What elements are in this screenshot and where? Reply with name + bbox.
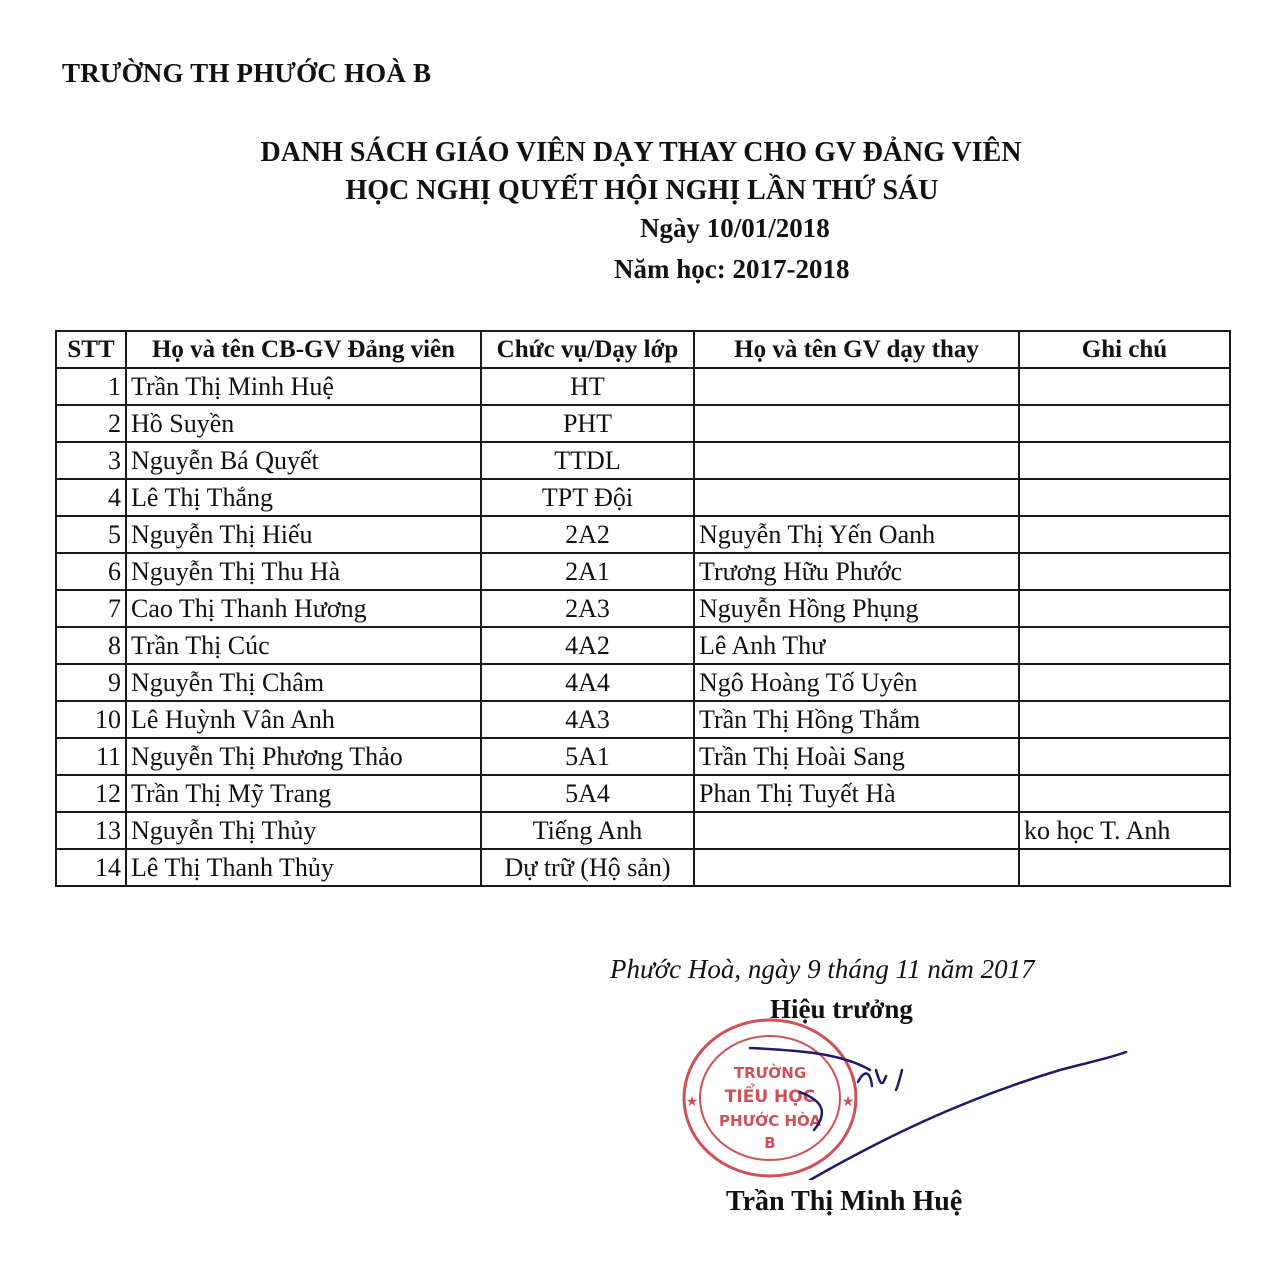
cell-role-class: 4A3 bbox=[481, 701, 694, 738]
cell-note bbox=[1019, 405, 1230, 442]
cell-note bbox=[1019, 849, 1230, 886]
cell-note: ko học T. Anh bbox=[1019, 812, 1230, 849]
cell-stt: 14 bbox=[56, 849, 126, 886]
teacher-table bbox=[55, 330, 1231, 887]
cell-role-class: TTDL bbox=[481, 442, 694, 479]
document-title bbox=[0, 134, 1280, 210]
cell-note bbox=[1019, 442, 1230, 479]
cell-stt: 11 bbox=[56, 738, 126, 775]
cell-substitute-teacher bbox=[694, 442, 1019, 479]
table-row bbox=[56, 442, 1230, 479]
cell-substitute-teacher: Ngô Hoàng Tố Uyên bbox=[694, 664, 1019, 701]
table-row bbox=[56, 516, 1230, 553]
cell-member-name: Cao Thị Thanh Hương bbox=[126, 590, 481, 627]
school-year: Năm học: 2017-2018 bbox=[614, 254, 850, 284]
svg-text:TRƯỜNG: TRƯỜNG bbox=[733, 1064, 807, 1082]
cell-substitute-teacher: Nguyễn Thị Yến Oanh bbox=[694, 516, 1019, 553]
svg-text:★: ★ bbox=[685, 1094, 699, 1110]
svg-text:★: ★ bbox=[841, 1094, 855, 1110]
cell-member-name: Hồ Suyền bbox=[126, 405, 481, 442]
cell-substitute-teacher bbox=[694, 479, 1019, 516]
cell-note bbox=[1019, 775, 1230, 812]
cell-note bbox=[1019, 738, 1230, 775]
table-row bbox=[56, 812, 1230, 849]
cell-member-name: Trần Thị Mỹ Trang bbox=[126, 775, 481, 812]
cell-member-name: Lê Thị Thắng bbox=[126, 479, 481, 516]
table-row bbox=[56, 368, 1230, 405]
cell-role-class: 4A4 bbox=[481, 664, 694, 701]
column-header-name: Họ và tên CB-GV Đảng viên bbox=[126, 331, 481, 368]
cell-role-class: 5A4 bbox=[481, 775, 694, 812]
cell-note bbox=[1019, 701, 1230, 738]
column-header-note: Ghi chú bbox=[1019, 331, 1230, 368]
column-header-stt: STT bbox=[56, 331, 126, 368]
table-row bbox=[56, 479, 1230, 516]
svg-text:TIỂU HỌC: TIỂU HỌC bbox=[724, 1087, 816, 1107]
cell-role-class: 2A1 bbox=[481, 553, 694, 590]
cell-member-name: Lê Huỳnh Vân Anh bbox=[126, 701, 481, 738]
title-line-2: HỌC NGHỊ QUYẾT HỘI NGHỊ LẦN THỨ SÁU bbox=[345, 175, 939, 206]
table-row bbox=[56, 553, 1230, 590]
cell-note bbox=[1019, 553, 1230, 590]
cell-member-name: Nguyễn Bá Quyết bbox=[126, 442, 481, 479]
table-row bbox=[56, 627, 1230, 664]
cell-stt: 2 bbox=[56, 405, 126, 442]
cell-substitute-teacher bbox=[694, 405, 1019, 442]
cell-stt: 12 bbox=[56, 775, 126, 812]
cell-substitute-teacher: Nguyễn Hồng Phụng bbox=[694, 590, 1019, 627]
cell-note bbox=[1019, 516, 1230, 553]
cell-stt: 4 bbox=[56, 479, 126, 516]
title-line-1: DANH SÁCH GIÁO VIÊN DẠY THAY CHO GV ĐẢNG VIÊN bbox=[260, 137, 1022, 168]
cell-note bbox=[1019, 627, 1230, 664]
cell-role-class: 4A2 bbox=[481, 627, 694, 664]
cell-note bbox=[1019, 590, 1230, 627]
cell-role-class: PHT bbox=[481, 405, 694, 442]
cell-stt: 6 bbox=[56, 553, 126, 590]
cell-role-class: 2A2 bbox=[481, 516, 694, 553]
cell-stt: 8 bbox=[56, 627, 126, 664]
signer-name: Trần Thị Minh Huệ bbox=[726, 1186, 963, 1217]
cell-stt: 7 bbox=[56, 590, 126, 627]
signature-icon bbox=[730, 1030, 1130, 1180]
cell-member-name: Nguyễn Thị Hiếu bbox=[126, 516, 481, 553]
table-row bbox=[56, 849, 1230, 886]
cell-member-name: Nguyễn Thị Châm bbox=[126, 664, 481, 701]
table-body bbox=[56, 368, 1230, 886]
column-header-substitute: Họ và tên GV dạy thay bbox=[694, 331, 1019, 368]
cell-role-class: Dự trữ (Hộ sản) bbox=[481, 849, 694, 886]
cell-stt: 1 bbox=[56, 368, 126, 405]
table-row bbox=[56, 701, 1230, 738]
cell-substitute-teacher: Lê Anh Thư bbox=[694, 627, 1019, 664]
column-header-role: Chức vụ/Dạy lớp bbox=[481, 331, 694, 368]
place-date: Phước Hoà, ngày 9 tháng 11 năm 2017 bbox=[610, 954, 1035, 984]
cell-role-class: HT bbox=[481, 368, 694, 405]
signature bbox=[730, 1030, 1130, 1180]
cell-note bbox=[1019, 479, 1230, 516]
cell-substitute-teacher bbox=[694, 368, 1019, 405]
table-row bbox=[56, 664, 1230, 701]
cell-stt: 10 bbox=[56, 701, 126, 738]
table-header-row bbox=[56, 331, 1230, 368]
cell-role-class: TPT Đội bbox=[481, 479, 694, 516]
cell-role-class: Tiếng Anh bbox=[481, 812, 694, 849]
cell-role-class: 2A3 bbox=[481, 590, 694, 627]
document-date: Ngày 10/01/2018 bbox=[640, 213, 830, 243]
signer-title: Hiệu trưởng bbox=[770, 994, 913, 1024]
school-name: TRƯỜNG TH PHƯỚC HOÀ B bbox=[62, 58, 432, 88]
table-row bbox=[56, 590, 1230, 627]
cell-stt: 5 bbox=[56, 516, 126, 553]
cell-stt: 13 bbox=[56, 812, 126, 849]
cell-member-name: Trần Thị Cúc bbox=[126, 627, 481, 664]
cell-substitute-teacher: Trần Thị Hồng Thắm bbox=[694, 701, 1019, 738]
cell-member-name: Nguyễn Thị Thủy bbox=[126, 812, 481, 849]
cell-stt: 9 bbox=[56, 664, 126, 701]
table-row bbox=[56, 775, 1230, 812]
table-row bbox=[56, 405, 1230, 442]
svg-text:B: B bbox=[764, 1134, 776, 1152]
cell-substitute-teacher bbox=[694, 849, 1019, 886]
cell-member-name: Nguyễn Thị Thu Hà bbox=[126, 553, 481, 590]
svg-text:PHƯỚC HÒA: PHƯỚC HÒA bbox=[719, 1112, 821, 1130]
cell-role-class: 5A1 bbox=[481, 738, 694, 775]
cell-member-name: Nguyễn Thị Phương Thảo bbox=[126, 738, 481, 775]
cell-note bbox=[1019, 664, 1230, 701]
cell-substitute-teacher bbox=[694, 812, 1019, 849]
cell-substitute-teacher: Phan Thị Tuyết Hà bbox=[694, 775, 1019, 812]
cell-member-name: Lê Thị Thanh Thủy bbox=[126, 849, 481, 886]
cell-substitute-teacher: Trương Hữu Phước bbox=[694, 553, 1019, 590]
table-row bbox=[56, 738, 1230, 775]
cell-substitute-teacher: Trần Thị Hoài Sang bbox=[694, 738, 1019, 775]
cell-note bbox=[1019, 368, 1230, 405]
cell-member-name: Trần Thị Minh Huệ bbox=[126, 368, 481, 405]
cell-stt: 3 bbox=[56, 442, 126, 479]
